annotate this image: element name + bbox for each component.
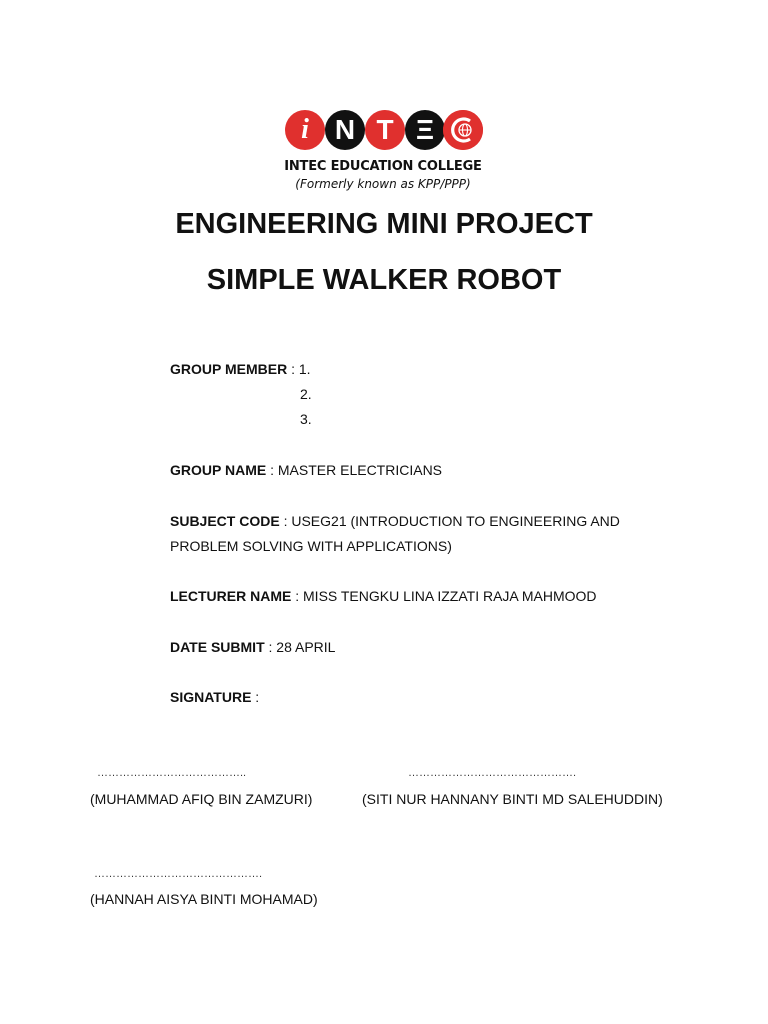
subject-code-value-line2: PROBLEM SOLVING WITH APPLICATIONS) bbox=[170, 538, 452, 554]
lecturer-name-field bbox=[170, 584, 597, 609]
signature-line-3: ………………………………………. bbox=[94, 868, 263, 880]
date-submit-sep: : bbox=[264, 639, 277, 655]
logo-circles bbox=[283, 105, 483, 155]
signer-name-2: (SITI NUR HANNANY BINTI MD SALEHUDDIN) bbox=[362, 791, 663, 807]
group-name-value: MASTER ELECTRICIANS bbox=[277, 462, 443, 478]
subject-code-field bbox=[170, 509, 620, 534]
lecturer-name-sep: : bbox=[291, 588, 304, 604]
group-name-sep: : bbox=[266, 462, 278, 478]
group-member-item-2: 2. bbox=[300, 386, 312, 402]
subject-code-value-line1: USEG21 (INTRODUCTION TO ENGINEERING AND bbox=[291, 513, 620, 529]
group-member-label: GROUP MEMBER bbox=[170, 361, 288, 377]
date-submit-field bbox=[170, 635, 335, 660]
subject-code-sep: : bbox=[279, 513, 292, 529]
signature-line-2: ………………………………………. bbox=[408, 767, 577, 779]
lecturer-name-value: MISS TENGKU LINA IZZATI RAJA MAHMOOD bbox=[303, 588, 597, 604]
logo-letter-t: T bbox=[365, 110, 405, 150]
group-member-item-3: 3. bbox=[300, 411, 312, 427]
logo-letter-n: N bbox=[325, 110, 365, 150]
date-submit-label: DATE SUBMIT bbox=[170, 639, 265, 655]
signer-name-1: (MUHAMMAD AFIQ BIN ZAMZURI) bbox=[90, 791, 313, 807]
group-member-sep: : bbox=[287, 361, 299, 377]
page-subtitle: SIMPLE WALKER ROBOT bbox=[206, 264, 562, 296]
date-submit-value: 28 APRIL bbox=[276, 639, 336, 655]
logo-globe-icon bbox=[443, 110, 483, 150]
intec-logo bbox=[283, 105, 483, 197]
signature-line-1: ………………………………….. bbox=[97, 767, 247, 779]
signature-label: SIGNATURE bbox=[170, 689, 252, 705]
lecturer-name-label: LECTURER NAME bbox=[170, 588, 292, 604]
subject-code-label: SUBJECT CODE bbox=[170, 513, 280, 529]
logo-formerly: (Formerly known as KPP/PPP) bbox=[295, 177, 471, 191]
logo-letter-e: Ξ bbox=[405, 110, 445, 150]
globe-c-icon bbox=[443, 110, 483, 150]
group-member-item-1: 1. bbox=[298, 361, 311, 377]
logo-college-name: INTEC EDUCATION COLLEGE bbox=[284, 159, 482, 174]
group-member-field bbox=[170, 357, 311, 382]
signature-sep: : bbox=[251, 689, 260, 705]
page-title: ENGINEERING MINI PROJECT bbox=[175, 208, 593, 240]
group-name-field bbox=[170, 458, 442, 483]
logo-letter-i: i bbox=[285, 110, 325, 150]
signer-name-3: (HANNAH AISYA BINTI MOHAMAD) bbox=[90, 891, 318, 907]
group-name-label: GROUP NAME bbox=[170, 462, 267, 478]
signature-field bbox=[170, 685, 259, 710]
